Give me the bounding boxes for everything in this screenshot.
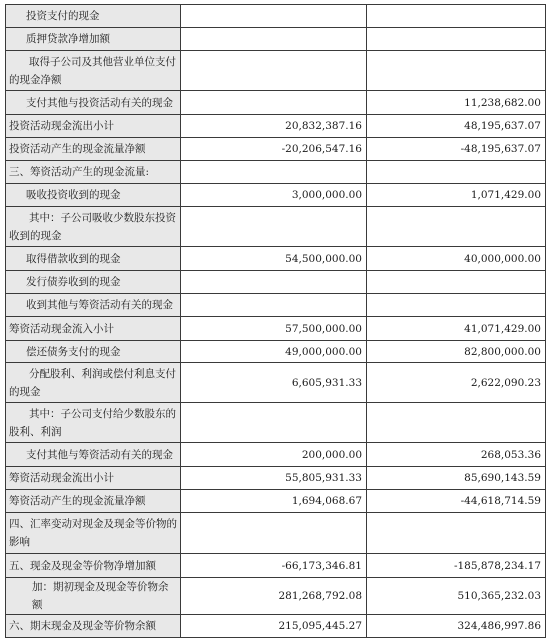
current-period-value: -66,173,346.81 [181, 554, 367, 578]
table-row [6, 317, 546, 341]
table-row [6, 161, 546, 184]
current-period-value [181, 28, 367, 51]
prior-period-value: 2,622,090.23 [367, 363, 546, 403]
prior-period-value [367, 28, 546, 51]
prior-period-value: 11,238,682.00 [367, 91, 546, 115]
current-period-value: 54,500,000.00 [181, 247, 367, 271]
current-period-value [181, 403, 367, 443]
row-label: 偿还债务支付的现金 [6, 341, 181, 363]
prior-period-value: 268,053.36 [367, 443, 546, 467]
prior-period-value: 82,800,000.00 [367, 341, 546, 363]
current-period-value [181, 294, 367, 317]
current-period-value [181, 513, 367, 554]
current-period-value: 3,000,000.00 [181, 184, 367, 207]
table-row [6, 363, 546, 403]
row-label: 筹资活动产生的现金流量净额 [6, 490, 181, 513]
row-label: 质押贷款净增加额 [6, 28, 181, 51]
prior-period-value [367, 161, 546, 184]
prior-period-value: -48,195,637.07 [367, 138, 546, 161]
row-label: 筹资活动现金流入小计 [6, 317, 181, 341]
prior-period-value: 1,071,429.00 [367, 184, 546, 207]
prior-period-value [367, 207, 546, 247]
prior-period-value [367, 51, 546, 91]
prior-period-value: -44,618,714.59 [367, 490, 546, 513]
row-label: 支付其他与投资活动有关的现金 [6, 91, 181, 115]
current-period-value [181, 207, 367, 247]
row-label: 取得子公司及其他营业单位支付的现金净额 [6, 51, 181, 91]
row-label: 取得借款收到的现金 [6, 247, 181, 271]
row-label: 投资活动现金流出小计 [6, 115, 181, 138]
current-period-value: 215,095,445.27 [181, 615, 367, 638]
current-period-value: 6,605,931.33 [181, 363, 367, 403]
prior-period-value: 85,690,143.59 [367, 467, 546, 490]
prior-period-value [367, 294, 546, 317]
current-period-value: 281,268,792.08 [181, 578, 367, 615]
current-period-value: 55,805,931.33 [181, 467, 367, 490]
table-row [6, 91, 546, 115]
prior-period-value: 40,000,000.00 [367, 247, 546, 271]
table-row [6, 184, 546, 207]
table-row [6, 578, 546, 615]
prior-period-value: 510,365,232.03 [367, 578, 546, 615]
current-period-value: 49,000,000.00 [181, 341, 367, 363]
row-label: 其中：子公司吸收少数股东投资收到的现金 [6, 207, 181, 247]
prior-period-value [367, 5, 546, 28]
current-period-value: -20,206,547.16 [181, 138, 367, 161]
cash-flow-table [5, 4, 546, 638]
current-period-value: 57,500,000.00 [181, 317, 367, 341]
table-row [6, 115, 546, 138]
table-row [6, 294, 546, 317]
table-row [6, 443, 546, 467]
prior-period-value: -185,878,234.17 [367, 554, 546, 578]
row-label: 吸收投资收到的现金 [6, 184, 181, 207]
table-row [6, 403, 546, 443]
section-heading: 四、汇率变动对现金及现金等价物的影响 [6, 513, 181, 554]
row-label: 收到其他与筹资活动有关的现金 [6, 294, 181, 317]
current-period-value: 1,694,068.67 [181, 490, 367, 513]
row-label: 投资活动产生的现金流量净额 [6, 138, 181, 161]
current-period-value: 20,832,387.16 [181, 115, 367, 138]
section-heading: 三、筹资活动产生的现金流量: [6, 161, 181, 184]
current-period-value [181, 271, 367, 294]
table-row [6, 490, 546, 513]
table-row [6, 207, 546, 247]
table-row [6, 138, 546, 161]
current-period-value [181, 91, 367, 115]
section-heading: 五、现金及现金等价物净增加额 [6, 554, 181, 578]
row-label: 分配股利、利润或偿付利息支付的现金 [6, 363, 181, 403]
prior-period-value [367, 271, 546, 294]
table-row [6, 28, 546, 51]
row-label: 发行债券收到的现金 [6, 271, 181, 294]
row-label: 筹资活动现金流出小计 [6, 467, 181, 490]
row-label: 支付其他与筹资活动有关的现金 [6, 443, 181, 467]
table-row [6, 247, 546, 271]
table-row [6, 271, 546, 294]
prior-period-value: 48,195,637.07 [367, 115, 546, 138]
table-row [6, 51, 546, 91]
table-row [6, 341, 546, 363]
current-period-value [181, 51, 367, 91]
row-label: 加：期初现金及现金等价物余额 [6, 578, 181, 615]
current-period-value [181, 5, 367, 28]
table-row [6, 615, 546, 638]
prior-period-value: 324,486,997.86 [367, 615, 546, 638]
current-period-value: 200,000.00 [181, 443, 367, 467]
table-row [6, 5, 546, 28]
prior-period-value: 41,071,429.00 [367, 317, 546, 341]
section-heading: 六、期末现金及现金等价物余额 [6, 615, 181, 638]
row-label: 其中：子公司支付给少数股东的股利、利润 [6, 403, 181, 443]
table-row [6, 467, 546, 490]
row-label: 投资支付的现金 [6, 5, 181, 28]
prior-period-value [367, 403, 546, 443]
current-period-value [181, 161, 367, 184]
prior-period-value [367, 513, 546, 554]
table-row [6, 554, 546, 578]
table-row [6, 513, 546, 554]
